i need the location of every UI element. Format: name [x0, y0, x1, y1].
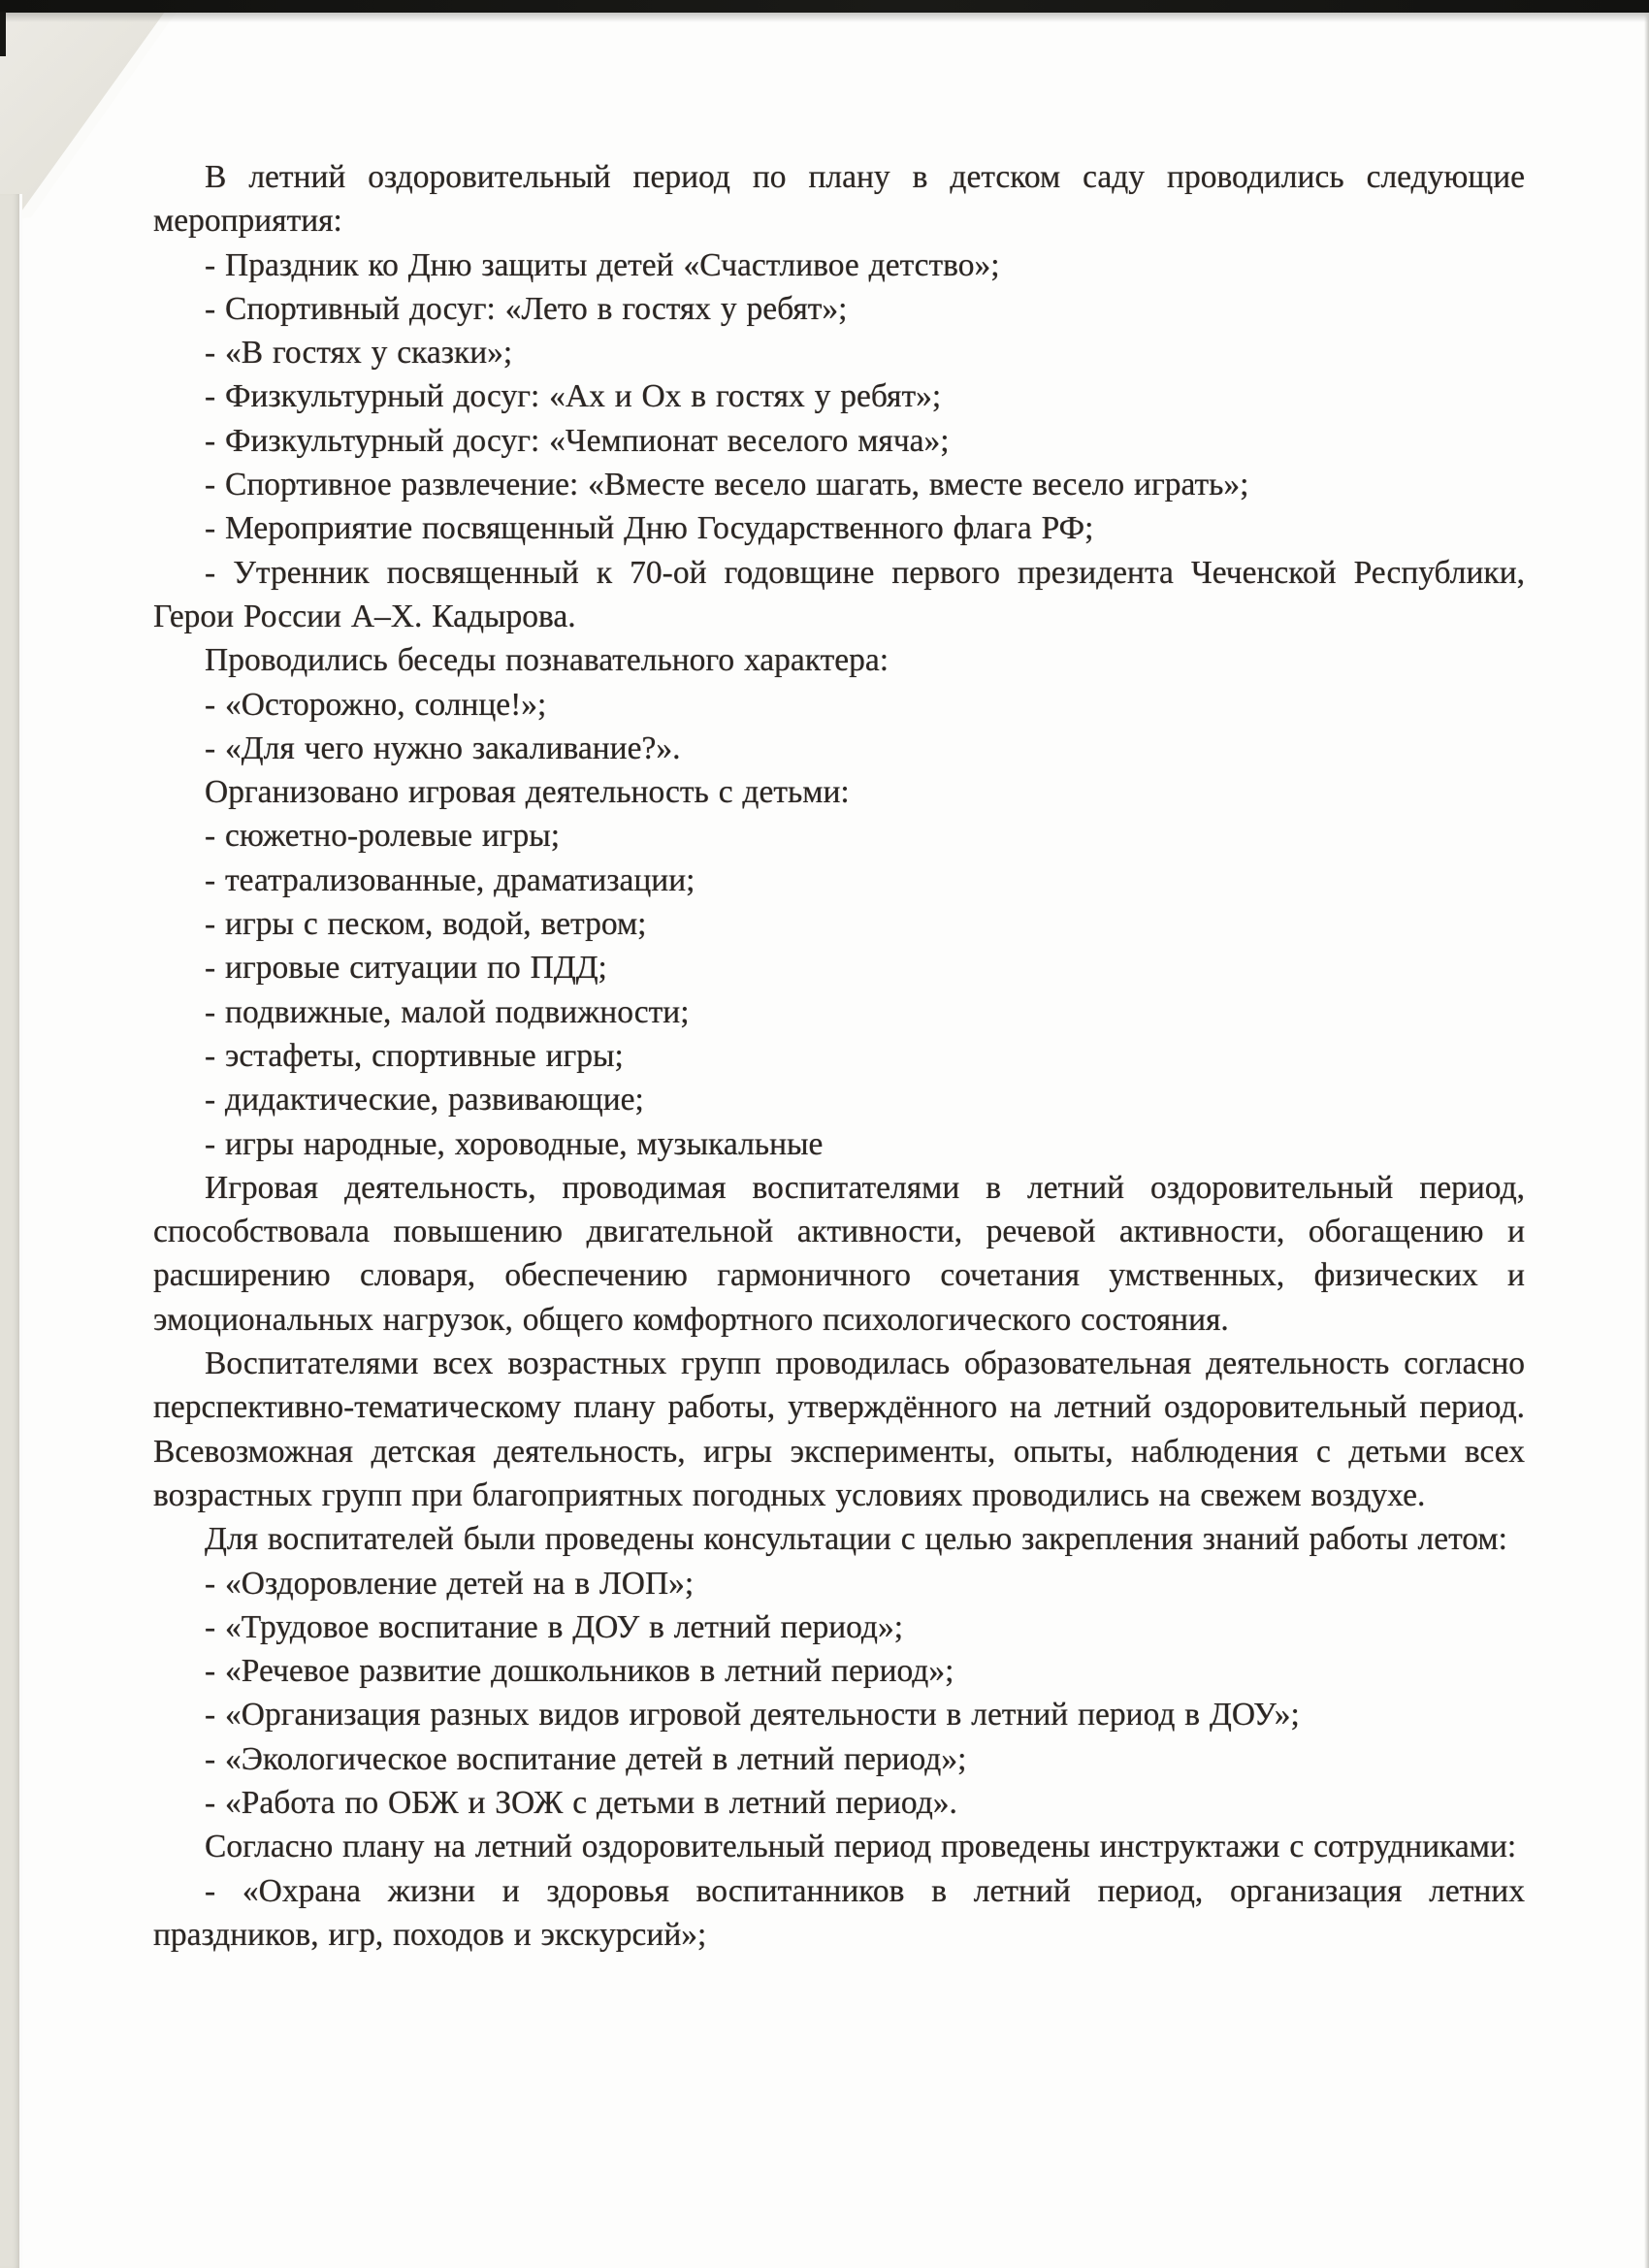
paragraph: Организовано игровая деятельность с детьми: — [205, 774, 850, 811]
list-item: - Мероприятие посвященный Дню Государственного флага РФ; — [205, 510, 1094, 547]
paragraph: В летний оздоровительный период по плану в детском саду проводились следующие мероприятия: — [153, 159, 1525, 240]
list-item: - «Трудовое воспитание в ДОУ в летний период»; — [205, 1608, 904, 1645]
list-item: - сюжетно-ролевые игры; — [205, 818, 561, 855]
paragraph: Игровая деятельность, проводимая воспитателями в летний оздоровительный период, способствовала повышению двигательной активности, речевой активности, обогащению и расширению словаря, обеспечению гармоничного сочетания умственных, физических и эмоциональных нагрузок, общего комфортного психологического состояния. — [153, 1169, 1525, 1338]
list-item: - Утренник посвященный к 70-ой годовщине первого президента Чеченской Республики, Герои России А–Х. Кадырова. — [153, 554, 1525, 634]
list-item: - дидактические, развивающие; — [205, 1082, 644, 1118]
list-item: - игровые ситуации по ПДД; — [205, 950, 607, 987]
list-item: - игры с песком, водой, ветром; — [205, 906, 647, 943]
list-item: - «В гостях у сказки»; — [205, 335, 513, 372]
list-item: - «Осторожно, солнце!»; — [205, 686, 547, 723]
list-item: - Физкультурный досуг: «Ах и Ох в гостях у ребят»; — [205, 378, 942, 415]
left-page-edge — [0, 194, 22, 2268]
list-item: - Спортивный досуг: «Лето в гостях у ребят»; — [205, 290, 848, 327]
right-page-edge — [1644, 13, 1649, 2268]
paragraph: Согласно плану на летний оздоровительный период проведены инструктажи с сотрудниками: — [205, 1829, 1517, 1865]
document-text — [153, 155, 1525, 1957]
paragraph: Проводились беседы познавательного характера: — [205, 642, 889, 679]
paragraph: Воспитателями всех возрастных групп проводилась образовательная деятельность согласно перспективно-тематическому плану работы, утверждённого на летний оздоровительный период. Всевозможная детская деятельность, игры эксперименты, опыты, наблюдения с детьми всех возрастных групп при благоприятных погодных условиях проводились на свежем воздухе. — [153, 1345, 1525, 1513]
list-item: - «Охрана жизни и здоровья воспитанников в летний период, организация летних праздников, игр, походов и экскурсий»; — [153, 1872, 1525, 1953]
list-item: - «Экологическое воспитание детей в летний период»; — [205, 1740, 967, 1777]
scanner-corner-sliver — [0, 12, 6, 56]
list-item: - театрализованные, драматизации; — [205, 861, 695, 898]
list-item: - «Для чего нужно закаливание?». — [205, 729, 681, 766]
list-item: - подвижные, малой подвижности; — [205, 993, 690, 1030]
scanner-top-shadow — [0, 13, 1649, 22]
paragraph: Для воспитателей были проведены консультации с целью закрепления знаний работы летом: — [205, 1521, 1507, 1558]
scanner-top-band — [0, 0, 1649, 13]
list-item: - Праздник ко Дню защиты детей «Счастливое детство»; — [205, 246, 1000, 283]
list-item: - «Работа по ОБЖ и ЗОЖ с детьми в летний период». — [205, 1784, 957, 1821]
list-item: - игры народные, хороводные, музыкальные — [205, 1125, 824, 1162]
list-item: - Спортивное развлечение: «Вместе весело шагать, вместе весело играть»; — [205, 467, 1249, 503]
list-item: - «Организация разных видов игровой деятельности в летний период в ДОУ»; — [205, 1697, 1300, 1733]
list-item: - эстафеты, спортивные игры; — [205, 1037, 624, 1074]
list-item: - Физкультурный досуг: «Чемпионат веселого мяча»; — [205, 422, 950, 459]
list-item: - «Речевое развитие дошкольников в летний период»; — [205, 1653, 954, 1690]
list-item: - «Оздоровление детей на в ЛОП»; — [205, 1565, 695, 1602]
